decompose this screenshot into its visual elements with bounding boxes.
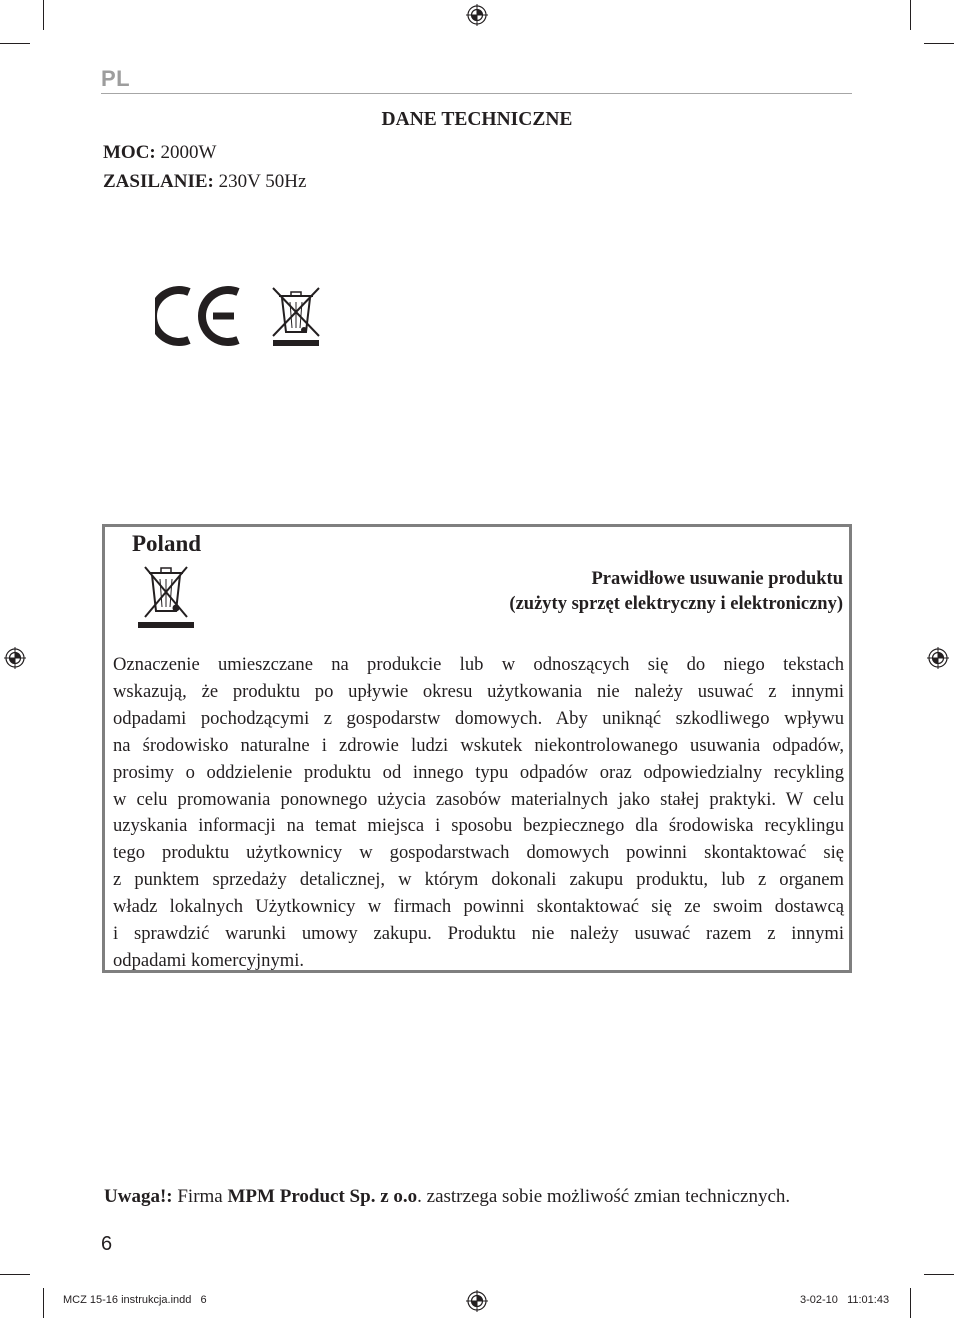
print-slug-datetime: 3-02-10 11:01:43: [800, 1294, 890, 1306]
registration-mark-icon: [466, 4, 488, 26]
registration-mark-icon: [4, 647, 26, 669]
notice-body: [113, 652, 844, 975]
crossed-bin-icon: [137, 559, 195, 631]
footer-company-name: MPM Product Sp. z o.o: [227, 1186, 418, 1207]
crossed-bin-icon: [271, 286, 321, 348]
notice-heading-line: Prawidłowe usuwanie produktu: [591, 569, 843, 589]
registration-mark-icon: [927, 647, 949, 669]
crop-mark: [43, 1288, 44, 1318]
notice-body-line: w celu promowania ponownego użycia zasobów materialnych jako stałej praktyki. W celu: [113, 788, 844, 810]
notice-body-line: na środowisko naturalne i zdrowie ludzi wskutek niekontrolowanego usuwania odpadów,: [113, 734, 844, 756]
footer-note-text: Firma: [172, 1186, 228, 1207]
footer-note-label: Uwaga!:: [104, 1186, 173, 1207]
ce-mark-icon: [155, 284, 245, 348]
country-label: Poland: [132, 531, 202, 556]
notice-body-line: władz lokalnych Użytkownicy w firmach powinni skontaktować się ze swoim dostawcą: [113, 896, 844, 918]
crop-mark: [910, 0, 911, 30]
notice-body-line: tego produktu użytkownicy w gospodarstwach domowych powinni skontaktować się: [113, 842, 844, 864]
registration-mark-icon: [466, 1290, 488, 1312]
notice-heading-line: (zużyty sprzęt elektryczny i elektroniczny): [509, 594, 843, 614]
crop-mark: [924, 43, 954, 44]
spec-power-label: MOC:: [103, 142, 156, 163]
crop-mark: [43, 0, 44, 30]
notice-body-line: odpadami pochodzącymi z gospodarstw domowych. Aby uniknąć szkodliwego wpływu: [113, 707, 844, 729]
spec-power: [103, 142, 216, 164]
crop-mark: [910, 1288, 911, 1318]
print-slug-filename: MCZ 15-16 instrukcja.indd 6: [63, 1294, 207, 1306]
notice-body-line: z punktem sprzedaży detalicznej, w którym dokonali zakupu produktu, lub z organem: [113, 869, 844, 891]
spec-supply-value: 230V 50Hz: [218, 171, 307, 192]
language-code: PL: [101, 66, 131, 91]
disposal-notice: [102, 524, 852, 973]
header-divider: [101, 93, 852, 94]
notice-body-line: Oznaczenie umieszczane na produkcie lub w odnoszących się do niego tekstach: [113, 654, 844, 675]
notice-heading: [509, 567, 843, 617]
crop-mark: [0, 43, 30, 44]
spec-supply-label: ZASILANIE:: [103, 171, 214, 192]
notice-body-line: uzyskania informacji na temat miejsca i sposobu bezpiecznego dla środowiska recyklingu: [113, 815, 844, 837]
section-title: DANE TECHNICZNE: [381, 109, 573, 130]
crop-mark: [0, 1274, 30, 1275]
notice-body-line: prosimy o oddzielenie produktu od innego typu odpadów oraz odpowiedzialny recykling: [113, 761, 844, 783]
page-number: 6: [101, 1233, 113, 1255]
footer-note: [104, 1186, 852, 1208]
spec-supply: [103, 171, 306, 193]
notice-body-line: wskazują, że produktu po upływie okresu użytkowania nie należy usuwać z innymi: [113, 680, 844, 702]
notice-body-line: odpadami komercyjnymi.: [113, 949, 305, 971]
crop-mark: [924, 1274, 954, 1275]
footer-note-text: . zastrzega sobie możliwość zmian technicznych.: [417, 1186, 791, 1207]
notice-body-line: i sprawdzić warunki umowy zakupu. Produktu nie należy usuwać razem z innymi: [113, 923, 844, 945]
spec-power-value: 2000W: [160, 142, 217, 163]
